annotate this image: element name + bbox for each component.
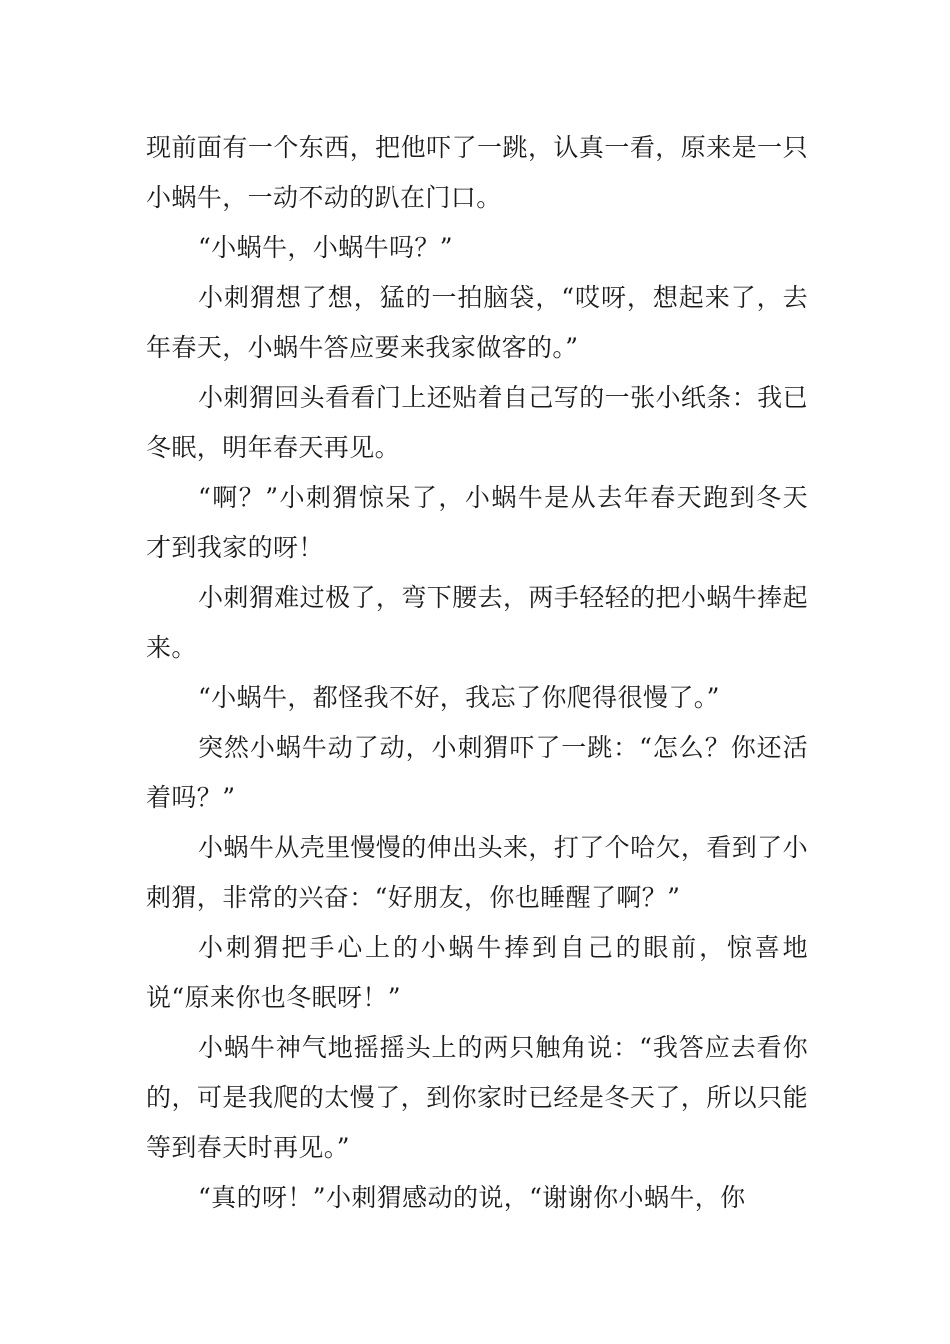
paragraph-6: 小刺猬难过极了，弯下腰去，两手轻轻的把小蜗牛捧起来。 [146,583,808,662]
paragraph-3: 小刺猬想了想，猛的一拍脑袋，“哎呀，想起来了，去年春天，小蜗牛答应要来我家做客的。” [146,283,808,362]
paragraph-9: 小蜗牛从壳里慢慢的伸出头来，打了个哈欠，看到了小刺猬，非常的兴奋：“好朋友，你也睡醒了啊？” [146,833,808,912]
paragraph-1: 现前面有一个东西，把他吓了一跳，认真一看，原来是一只小蜗牛，一动不动的趴在门口。 [146,133,808,212]
story-text [146,123,808,1223]
paragraph-7: “小蜗牛，都怪我不好，我忘了你爬得很慢了。” [198,683,720,712]
paragraph-5: “啊？”小刺猬惊呆了，小蜗牛是从去年春天跑到冬天才到我家的呀！ [146,483,808,562]
paragraph-12: “真的呀！”小刺猬感动的说，“谢谢你小蜗牛，你 [198,1183,746,1212]
paragraph-8: 突然小蜗牛动了动，小刺猬吓了一跳：“怎么？你还活着吗？” [146,733,808,812]
paragraph-2: “小蜗牛，小蜗牛吗？” [198,233,453,262]
paragraph-4: 小刺猬回头看看门上还贴着自己写的一张小纸条：我已冬眠，明年春天再见。 [146,383,808,462]
paragraph-11: 小蜗牛神气地摇摇头上的两只触角说：“我答应去看你的，可是我爬的太慢了，到你家时已经是冬天了，所以只能等到春天时再见。” [146,1033,808,1162]
paragraph-10: 小刺猬把手心上的小蜗牛捧到自己的眼前，惊喜地说“原来你也冬眠呀！” [146,933,808,1012]
